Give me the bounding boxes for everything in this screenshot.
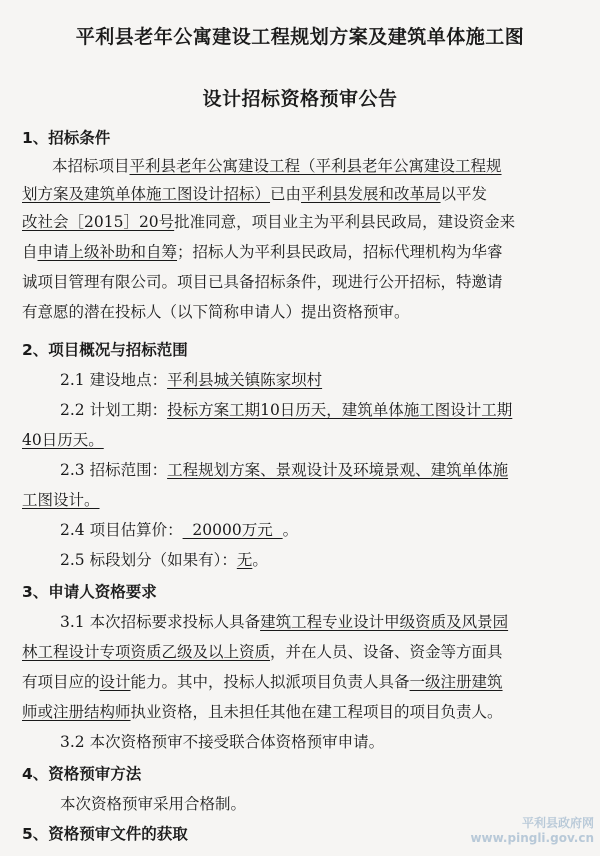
planned-duration: 投标方案工期10日历天，建筑单体施工图设计工期 (167, 401, 513, 419)
s1-line-5: 诚项目管理有限公司。项目已具备招标条件，现进行公开招标，特邀请 (22, 273, 503, 291)
required-qualification-cont: 林工程设计专项资质乙级及以上资质 (22, 643, 271, 661)
s1-line-4 (22, 242, 582, 262)
planned-duration-cont: 40日历天。 (22, 431, 104, 449)
document-title-line2: 设计招标资格预审公告 (202, 88, 398, 110)
s1-line-6: 有意愿的潜在投标人（以下简称申请人）提出资格预审。 (22, 303, 410, 321)
text: 能力。其中，投标人拟派项目负责人具备 (130, 673, 410, 691)
project-name-cont: 划方案及建筑单体施工图设计招标） (22, 185, 271, 203)
text: 3.1 本次招标要求投标人具备 (60, 613, 261, 631)
text: ，并在人员、设备、资金等方面具 (270, 643, 503, 661)
label: 2.2 计划工期： (60, 401, 168, 419)
approval-document-number: 改社会［2015］20号 (22, 213, 175, 231)
approval-authority: 平利县发展和改革局 (301, 185, 441, 203)
label: 2.3 招标范围： (60, 461, 168, 479)
text: 自 (22, 243, 38, 261)
s3-line-1 (60, 612, 600, 632)
section-5-heading: 5、资格预审文件的获取 (22, 825, 188, 843)
document-title-line1: 平利县老年公寓建设工程规划方案及建筑单体施工图 (75, 26, 525, 48)
registered-architect: 一级注册建筑 (409, 673, 503, 691)
project-name: 平利县老年公寓建设工程（平利县老年公寓建设工程规 (129, 157, 502, 175)
registered-architect-cont: 师或注册结构师 (22, 703, 131, 721)
site-watermark (470, 816, 594, 846)
text: 。 (282, 521, 299, 539)
text: 。 (252, 551, 268, 569)
s2-item-5 (60, 550, 600, 570)
bidding-scope-cont: 工图设计。 (22, 491, 100, 509)
label: 2.4 项目估算价： (60, 521, 183, 539)
required-qualification: 建筑工程专业设计甲级资质及风景园 (260, 613, 509, 631)
s2-item-1 (60, 370, 600, 390)
text: 以平发 (440, 185, 488, 203)
s3-line-3 (22, 672, 582, 692)
funding-source: 申请上级补助和自筹 (37, 243, 178, 261)
s4-line-1: 本次资格预审采用合格制。 (60, 795, 247, 813)
design-ability: 设计 (99, 673, 131, 691)
watermark-line-2: www.pingli.gov.cn (470, 831, 594, 845)
s2-item-2-cont (22, 430, 582, 450)
bidding-scope: 工程规划方案、景观设计及环境景观、建筑单体施 (167, 461, 509, 479)
s1-line-1 (52, 156, 600, 176)
text: 执业资格，且未担任其他在建工程项目的项目负责人。 (130, 703, 503, 721)
section-4-heading: 4、资格预审方法 (22, 765, 142, 783)
s3-line-5: 3.2 本次资格预审不接受联合体资格预审申请。 (60, 733, 385, 751)
section-2-heading: 2、项目概况与招标范围 (22, 341, 188, 359)
section-3-heading: 3、申请人资格要求 (22, 583, 157, 601)
estimated-price: 20000万元 (182, 521, 283, 539)
text: 本招标项目 (52, 157, 130, 175)
s2-item-2 (60, 400, 600, 420)
construction-site: 平利县城关镇陈家坝村 (167, 371, 323, 389)
section-1-heading: 1、招标条件 (22, 129, 111, 147)
s1-line-3 (22, 212, 582, 232)
watermark-line-1: 平利县政府网 (521, 816, 594, 830)
s3-line-2 (22, 642, 582, 662)
lot-division: 无 (236, 551, 253, 569)
s1-line-2 (22, 184, 582, 204)
s2-item-3-cont (22, 490, 582, 510)
text: 已由 (270, 185, 302, 203)
s2-item-3 (60, 460, 600, 480)
s3-line-4 (22, 702, 582, 722)
text: 批准同意，项目业主为平利县民政局，建设资金来 (174, 213, 516, 231)
s2-item-4 (60, 520, 600, 540)
label: 2.1 建设地点： (60, 371, 168, 389)
text: ；招标人为平利县民政局，招标代理机构为华睿 (177, 243, 503, 261)
label: 2.5 标段划分（如果有）： (60, 551, 237, 569)
text: 有项目应的 (22, 673, 100, 691)
